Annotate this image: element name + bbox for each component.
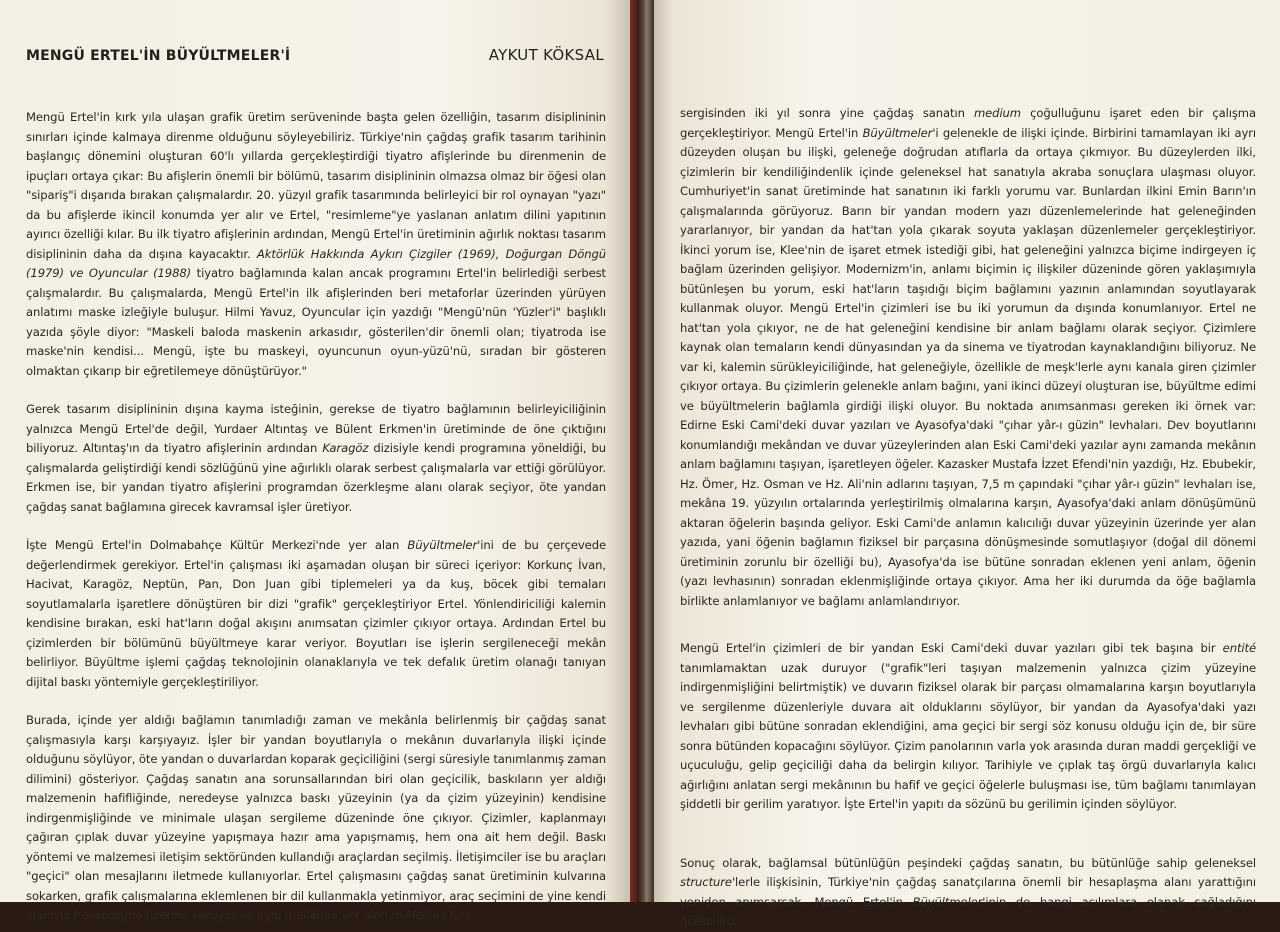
italic-run: Karagöz <box>322 441 369 455</box>
text-run: Mengü Ertel'in çizimleri de bir yandan Eski Cami'deki duvar yazıları gibi tek başına bir <box>680 641 1223 655</box>
paragraph <box>26 711 606 926</box>
text-run: Burada, içinde yer aldığı bağlamın tanımladığı zaman ve mekânla belirlenmiş bir çağdaş sanat çalışmasıyla karşı karşıyayız. İşler bir yandan boyutlarıyla o mekânın duvarlarıyla ilişki içinde olduğunu söylüyor, öte yandan o duvarlardan koparak geçiciliğini (sergi süresiyle tanımlanmış zaman dilimini) gösteriyor. Çağdaş sanatın ana sorunsallarından biri olan geçicilik, baskıların yer aldığı malzemenin hafifliğinde, neredeyse yalnızca baskı yüzeyinin (ya da çizim yüzeyinin) kendisine indirgenmişliğinde ve minimale ulaşan sergileme düzeninde öne çıkıyor. Çizimler, kaplanmayı çağıran çıplak duvar yüzeyine yapışmaya hazır ama yapışmamış, hem ona ait hem değil. Baskı yöntemi ve malzemesi iletişim sektöründen kullandığı araçlardan seçilmiş. İletişimciler ise bu araçları "geçici" olan mesajlarını iletmede kullanıyorlar. Ertel çalışmasını çağdaş sanat üretiminin kulvarına sokarken, grafik çalışmalarına eklemlenen bir dil kullanmakla yetinmiyor, araç seçimini de yine kendi alanıyla hesaplaşma üzerine kuruyor ve aynı mekânda yer alan <box>26 713 606 922</box>
book-spine <box>630 0 654 902</box>
paragraph <box>26 400 606 517</box>
italic-run: entité <box>1222 641 1256 655</box>
page-header <box>26 44 604 68</box>
paragraph <box>680 104 1256 611</box>
text-run: 'i gelenekle de ilişki içinde. Birbirini tamamlayan iki ayrı düzeyden oluşan bu ilişki, geleneğe doğrudan atıflarla da ortaya çıkmıyor. Bu düzeylerden ilki, çizimlerin bir kendiliğindenlik içinde geleneksel hat sanatıyla akraba sonuçlara ulaşması oluyor. Cumhuriyet'in sanat üretiminde hat sanatının iki farklı yorumu var. Bunlardan ilkini Emin Barın'ın çalışmalarında görüyoruz. Barın bir yandan modern yazı düzenlemelerinde hat geleneğinden yararlanıyor, bir yandan da hat'tan yola çıkarak soyuta yaklaşan düzenlemeler gerçekleştiriyor. İkinci yorum ise, Klee'nin de işaret etmek istediği gibi, hat geleneğini yalnızca biçime indirgeyen iç bağlam üzerinden gelişiyor. Modernizm'in, anlamı biçimin iç ilişkiler düzeninde gören yaklaşımıyla bütünleşen bu yorum, eski hat'ların taşıdığı biçim bağlamını yazının anlamından soyutlayarak kullanmak oluyor. Mengü Ertel'in çizimleri ise bu iki yorumun da dışında konumlanıyor. Ertel ne hat'tan yola çıkıyor, ne de hat geleneğini kendisine bir anlam bağlamı olarak seçiyor. Çizimlere kaynak olan temaların kendi dünyasından ya da sinema ve tiyatrodan kaynaklandığını biliyoruz. Ne var ki, kalemin sürükleyiciliğinde, hat geleneğiyle, özellikle de meşk'lerle aynı kanala giren çizimler çıkıyor ortaya. Bu çizimlerin gelenekle anlam bağını, yani ikinci düzeyi oluşturan ise, büyültme edimi ve büyültmelerin bağlamla girdiği ilişki oluyor. Bu noktada anımsanması gereken iki örnek var: Edirne Eski Cami'deki duvar yazıları ve Ayasofya'daki "çıhar yâr-ı güzin" levhaları. Dev boyutlarını konumlandığı mekândan ve duvar yüzeylerinden alan Eski Cami'deki yazılar aynı zamanda mekânın anlam bağlamını taşıyan, işaretleyen öğeler. Kazasker Mustafa İzzet Efendi'nin yazdığı, Hz. Ebubekir, Hz. Ömer, Hz. Osman ve Hz. Ali'nin adlarını taşıyan, 7,5 m çapındaki "çıhar yâr-ı güzin" levhaları ise, mekâna 19. yüzyılın ortalarında yerleştirilmiş olmalarına karşın, Ayasofya'daki anlam dönüşümünü aktaran öğelerin başında geliyor. Eski Cami'de anlamın kalıcılığı duvar yüzeyinin üzerinde yer alan yazıda, yani öğenin bağlamın fiziksel bir parçasına dönüşmesinde somutlaşıyor (doğal dil dönemi üretiminin zorunlu bir özelliği bu), Ayasofya'da ise bütüne sonradan eklenen yeni anlam, öğenin (yazı levhasının) sonradan eklenmişliğinde ortaya çıkıyor. Ama her iki durumda da öğe bağlamla birlikte anlamlanıyor ve bağlamı anlamlandırıyor. <box>680 125 1256 608</box>
italic-run: In Medias Res <box>391 908 471 922</box>
text-run: dizisiyle kendi programına yöneldiği, bu çalışmalarda geliştirdiği kendi sözlüğünü yine ağırlıklı olarak serbest çalışmalarla var ettiği görülüyor. Erkmen ise, bir yandan tiyatro afişlerini programdan özerkleşme alanı olarak seçiyor, öte yandan çağdaş sanat bağlamına girecek kavramsal işler üretiyor. <box>26 441 606 514</box>
paragraph <box>680 854 1256 932</box>
text-run: Gerek tasarım disiplininin dışına kayma isteğinin, gerekse de tiyatro bağlamının belirleyiciliğinin yalnızca Mengü Ertel'de değil, Yurdaer Altıntaş ve Bülent Erkmen'in üretiminde de öne çıktığını biliyoruz. Altıntaş'ın da tiyatro afişlerinin ardından <box>26 402 606 455</box>
text-run: Mengü Ertel'in kırk yıla ulaşan grafik üretim serüveninde başta gelen özelliğin, tasarım disiplininin sınırları içinde kalmaya direnme olduğunu söyleyebiliriz. Türkiye'nin çağdaş grafik tasarım tarihinin başlangıç dönemini oluşturan 60'lı yıllarda gerçekleştirdiği tiyatro afişlerinde bu direnmenin de ipuçları ortaya çıkar: Bu afişlerin önemli bir bölümü, tasarım disiplininin olmazsa olmaz bir öğesi olan "sipariş"i dışarıda bırakan çalışmalardır. 20. yüzyıl grafik tasarımında belirleyici bir rol oynayan "yazı" da bu afişlerde ikincil konumda yer alır ve Ertel, "resimleme"ye yaslanan anlatım dilini yapıtının ayırıcı özelliği kılar. Bu ilk tiyatro afişlerinin ardından, Mengü Ertel'in üretiminin ağırlık noktası tasarım disiplininin daha da dışına kayacaktır. <box>26 110 606 261</box>
right-page <box>654 0 1280 928</box>
italic-run: medium <box>973 106 1022 120</box>
italic-run: Büyültmeler <box>407 538 478 552</box>
text-run: tiyatro bağlamında kalan ancak programını Ertel'in belirlediği serbest çalışmalardır. Bu çalışmalarda, Mengü Ertel'in ilk afişlerinden beri metaforlar üzerinden yürüyen anlatımı maske izleğiyle buluşur. Hilmi Yavuz, Oyuncular için yazdığı "Mengü'nün 'Yüzler'i" başlıklı yazıda şöyle diyor: "Maskeli baloda maskenin arkasıdır, gösterilen'dir önemli olan; tiyatroda ise maske'nin kendisi... Mengü, işte bu maskeyi, oyuncunun oyun-yüzü'nü, sıradan bir gösteren olmaktan çıkarıp bir eğretilemeye dönüştürüyor." <box>26 266 606 378</box>
text-run: Sonuç olarak, bağlamsal bütünlüğün peşindeki çağdaş sanatın, bu bütünlüğe sahip geleneksel <box>680 855 1256 870</box>
right-column <box>680 104 1256 932</box>
text-run: İşte Mengü Ertel'in Dolmabahçe Kültür Merkezi'nde yer alan <box>26 538 408 552</box>
left-column <box>26 108 606 926</box>
article-author: AYKUT KÖKSAL <box>488 46 604 64</box>
italic-run: structure <box>680 875 732 889</box>
text-run: 'inin de hangi açılımlara olanak sağladığını görebiliriz. <box>680 894 1256 928</box>
article-title: MENGÜ ERTEL'İN BÜYÜLTMELER'İ <box>26 48 291 64</box>
italic-run: Büyültmeler <box>912 894 983 909</box>
paragraph <box>680 639 1256 815</box>
italic-run: Büyültmeler <box>862 125 933 140</box>
paragraph <box>26 108 606 381</box>
left-page <box>0 0 630 922</box>
italic-run: Aktörlük Hakkında Aykırı Çizgiler (1969), Doğurgan Döngü (1979) ve Oyuncular (1988) <box>26 246 606 280</box>
text-run: tanımlamaktan uzak duruyor ("grafik"leri taşıyan malzemenin yalnızca çizim yüzeyine indirgenmişliğini belirtmiştik) ve duvarın fiziksel olarak bir parçası olmamalarına karşın boyutlarıyla ve sergilenme düzenleriyle duvara ait olduklarını söylüyor, bir yandan da Ayasofya'daki yazı levhaları gibi bütüne sonradan eklendiğini, ama geçici bir sergi söz konusu olduğu için de, bir süre sonra bütünden kopacağını söylüyor. Çizim panolarının varla yok arasında duran maddi gerçekliği ve uçuculuğu, gelip geçiciliği daha da belirgin kılıyor. Tarihiyle ve çıplak taş örgü duvarlarıyla kalıcı ağırlığını anlatan sergi mekânının bu hafif ve geçici öğelerle buluşması ise, tüm bağlamı tanımlayan şiddetli bir gerilim yaratıyor. İşte Ertel'in yapıtı da sözünü bu gerilimin içinden söylüyor. <box>680 660 1256 811</box>
text-run: 'lerle ilişkisinin, Türkiye'nin çağdaş sanatçılarına önemli bir hesaplaşma alanı yarattığını yeniden anımsarsak, Mengü Ertel'in <box>680 875 1256 909</box>
text-run: 'ini de bu çerçevede değerlendirmek gerekiyor. Ertel'in çalışması iki aşamadan oluşan bir süreci içeriyor: Korkunç İvan, Hacivat, Karagöz, Neptün, Pan, Don Juan gibi tiplemeleri ya da kuş, böcek gibi temaları soyutlamalarla işaretlere dönüştüren bir dizi "grafik" gerçekleştiriyor Ertel. Yönlendiriciliği kalemin kendisine bırakan, eski hat'ların doğal akışını anımsatan çizimler çıkıyor ortaya. Ardından Ertel bu çizimlerden bir bölümünü büyültmeye karar veriyor. Boyutları ise işlerin sergileneceği mekân belirliyor. Büyültme işlemi çağdaş teknolojinin olanaklarıyla ve tek defalık üretim olanağı tanıyan dijital baskı yöntemiyle gerçekleştiriliyor. <box>26 538 606 689</box>
text-run: çoğulluğunu işaret eden bir çalışma gerçekleştiriyor. Mengü Ertel'in <box>680 106 1256 140</box>
text-run: sergisinden iki yıl sonra yine çağdaş sanatın <box>680 106 974 120</box>
paragraph <box>26 536 606 692</box>
